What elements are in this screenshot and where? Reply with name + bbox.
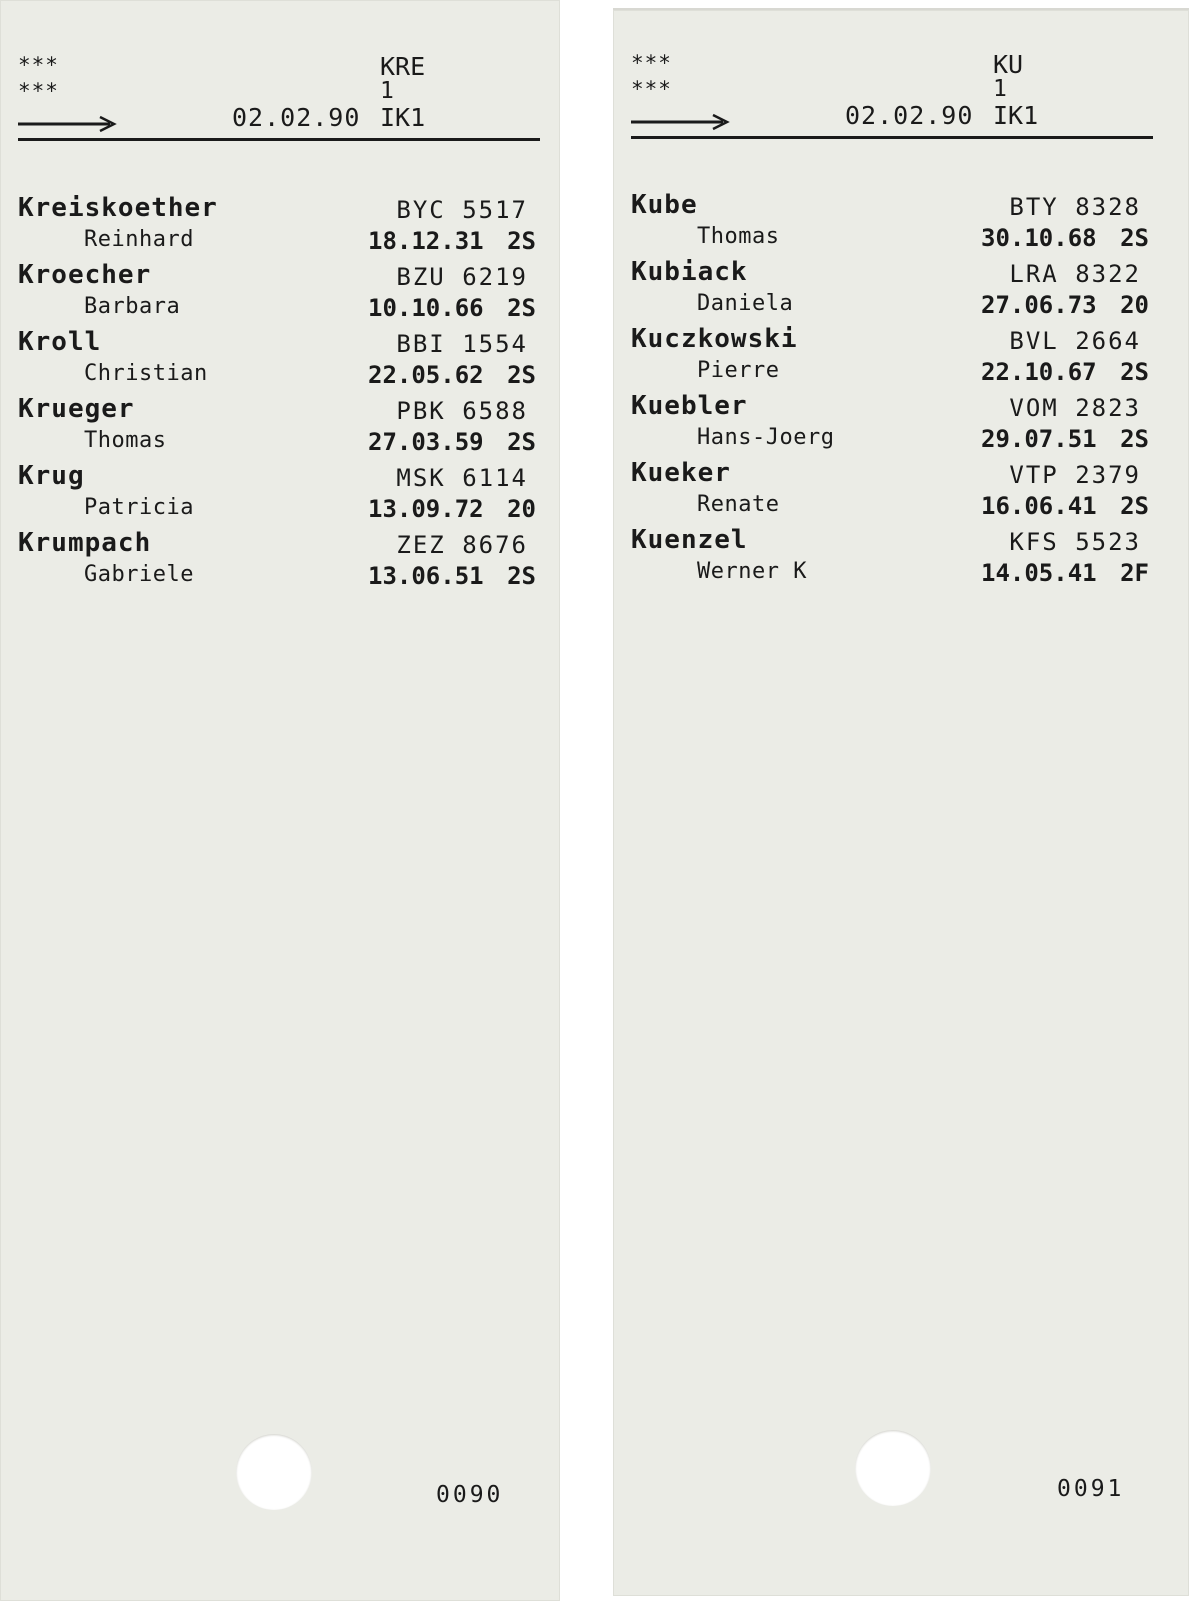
list-item [18,394,548,461]
card-number: 1 [380,78,394,104]
stars-line-2: *** [631,77,672,101]
given-name: Gabriele [84,562,194,587]
class-code: 2S [1120,425,1149,453]
list-item [18,461,548,528]
class-code: 2S [507,428,536,456]
list-item [631,190,1161,257]
id-code: BZU 6219 [396,263,528,291]
id-code: KFS 5523 [1009,528,1141,556]
entry-list [18,193,548,595]
id-code: BBI 1554 [396,330,528,358]
birth-date: 27.03.59 [368,428,484,456]
id-code: VOM 2823 [1009,394,1141,422]
surname: Kreiskoether [18,193,218,223]
given-name: Hans-Joerg [697,425,835,450]
surname: Krueger [18,394,135,424]
birth-date: 10.10.66 [368,294,484,322]
surname: Kuebler [631,391,748,421]
surname: Kube [631,190,698,220]
surname: Kuczkowski [631,324,798,354]
class-code: 2S [1120,492,1149,520]
given-name: Thomas [697,224,780,249]
card-ik: IK1 [993,101,1039,130]
id-code: MSK 6114 [396,464,528,492]
list-item [18,260,548,327]
class-code: 2S [507,361,536,389]
id-code: BTY 8328 [1009,193,1141,221]
given-name: Werner K [697,559,807,584]
id-code: ZEZ 8676 [396,531,528,559]
class-code: 2S [507,294,536,322]
list-item [18,528,548,595]
list-item [18,327,548,394]
card-number: 1 [993,76,1007,102]
arrow-right-icon [631,112,731,132]
card-date: 02.02.90 [232,103,361,132]
index-card-kre [0,0,560,1601]
stars-line-2: *** [18,79,59,103]
card-header [18,52,540,142]
stars-marker [631,50,672,102]
birth-date: 18.12.31 [368,227,484,255]
birth-date: 30.10.68 [981,224,1097,252]
birth-date: 13.09.72 [368,495,484,523]
card-code: KRE [380,52,426,81]
punch-hole [236,1434,312,1510]
arrow-right-icon [18,114,118,134]
stars-line-1: *** [631,51,672,75]
stars-marker [18,52,59,104]
index-card-ku [613,8,1189,1596]
class-code: 20 [1120,291,1149,319]
given-name: Christian [84,361,208,386]
surname: Kubiack [631,257,748,287]
given-name: Patricia [84,495,194,520]
list-item [631,525,1161,592]
id-code: VTP 2379 [1009,461,1141,489]
birth-date: 22.05.62 [368,361,484,389]
id-code: BVL 2664 [1009,327,1141,355]
card-serial: 0091 [1057,1476,1125,1502]
list-item [631,391,1161,458]
list-item [631,324,1161,391]
given-name: Renate [697,492,780,517]
surname: Kroll [18,327,102,357]
class-code: 20 [507,495,536,523]
class-code: 2S [1120,224,1149,252]
class-code: 2S [507,562,536,590]
entry-list [631,190,1161,592]
birth-date: 13.06.51 [368,562,484,590]
card-code: KU [993,50,1024,79]
surname: Kroecher [18,260,152,290]
surname: Kuenzel [631,525,748,555]
given-name: Thomas [84,428,167,453]
birth-date: 22.10.67 [981,358,1097,386]
class-code: 2F [1120,559,1149,587]
card-header [631,50,1153,140]
header-rule [18,138,540,141]
stars-line-1: *** [18,53,59,77]
birth-date: 14.05.41 [981,559,1097,587]
id-code: LRA 8322 [1009,260,1141,288]
id-code: BYC 5517 [396,196,528,224]
card-date: 02.02.90 [845,101,974,130]
list-item [631,458,1161,525]
birth-date: 29.07.51 [981,425,1097,453]
card-ik: IK1 [380,103,426,132]
class-code: 2S [507,227,536,255]
given-name: Pierre [697,358,780,383]
birth-date: 27.06.73 [981,291,1097,319]
surname: Krumpach [18,528,152,558]
birth-date: 16.06.41 [981,492,1097,520]
given-name: Reinhard [84,227,194,252]
surname: Kueker [631,458,731,488]
id-code: PBK 6588 [396,397,528,425]
given-name: Daniela [697,291,794,316]
class-code: 2S [1120,358,1149,386]
list-item [18,193,548,260]
punch-hole [855,1430,931,1506]
surname: Krug [18,461,85,491]
header-rule [631,136,1153,139]
card-serial: 0090 [436,1482,504,1508]
list-item [631,257,1161,324]
given-name: Barbara [84,294,181,319]
